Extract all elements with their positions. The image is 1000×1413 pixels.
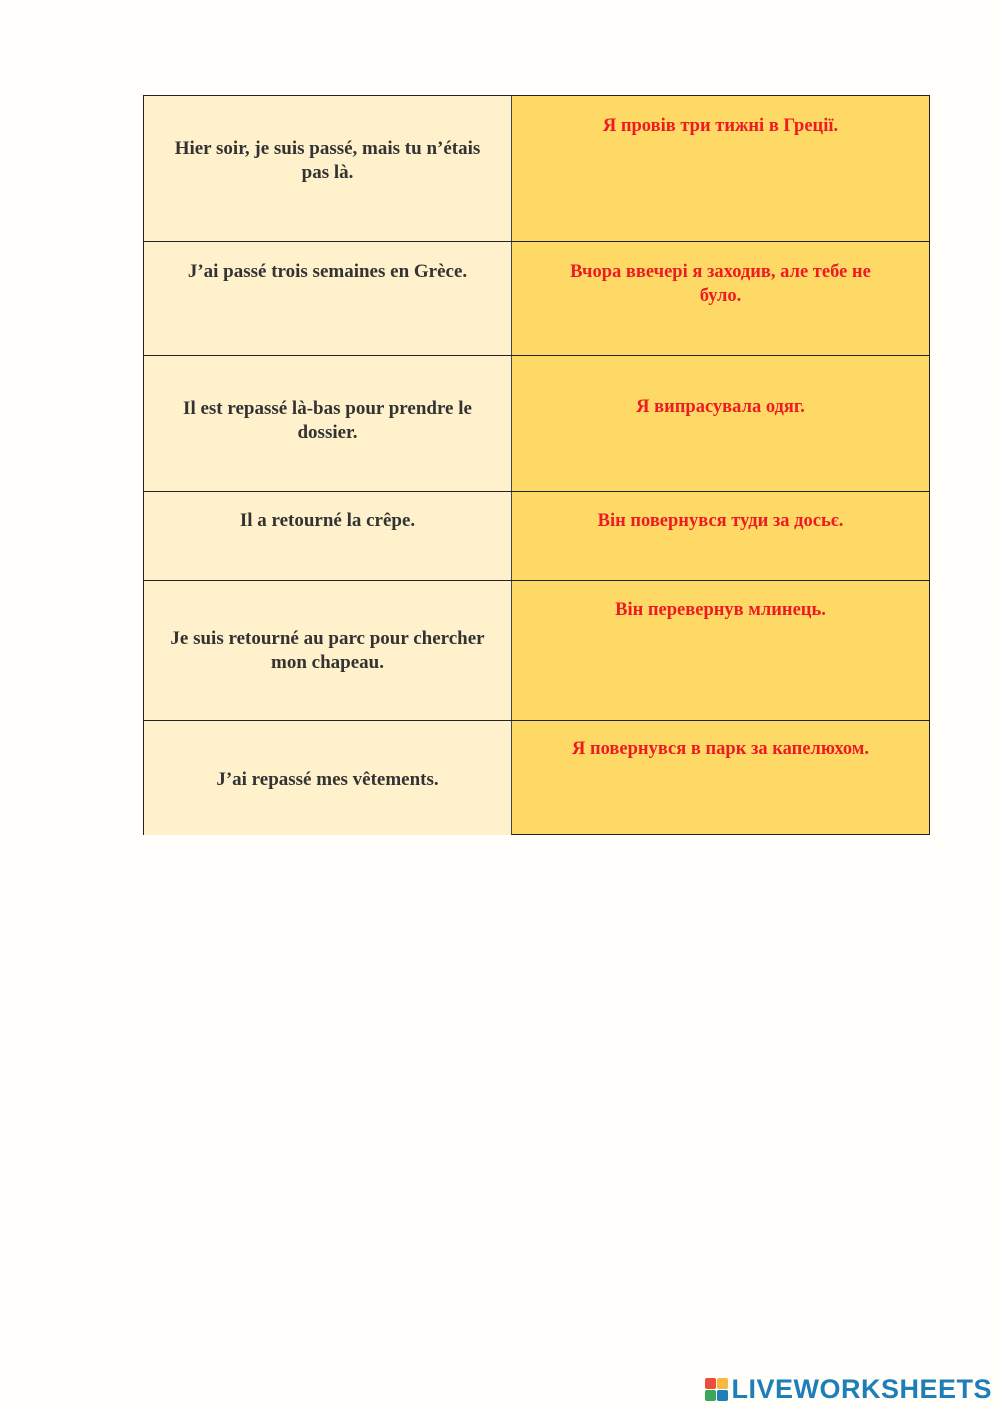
- table-row: [143, 721, 930, 835]
- ukrainian-translation[interactable]: Я повернувся в парк за капелюхом.: [571, 739, 870, 759]
- ukrainian-translation-cell[interactable]: [512, 242, 930, 355]
- table-row: [143, 242, 930, 356]
- ukrainian-translation-cell[interactable]: [512, 492, 930, 580]
- liveworksheets-branding: [705, 1374, 992, 1405]
- french-sentence-cell: [143, 721, 512, 835]
- table-row: [143, 492, 930, 581]
- ukrainian-translation-cell[interactable]: [512, 356, 930, 491]
- ukrainian-translation[interactable]: Він перевернув млинець.: [615, 600, 826, 620]
- french-sentence-cell: [143, 581, 512, 720]
- french-sentence-cell: [143, 96, 512, 241]
- french-sentence: Il a retourné la crêpe.: [239, 510, 416, 531]
- french-sentence-cell: [143, 492, 512, 580]
- ukrainian-translation-cell[interactable]: [512, 96, 930, 241]
- ukrainian-translation[interactable]: Я провів три тижні в Греції.: [602, 116, 839, 136]
- table-row: [143, 581, 930, 721]
- french-sentence: Je suis retourné au parc pour chercher mon chapeau.: [170, 627, 485, 673]
- french-sentence: Hier soir, je suis passé, mais tu n’étais pas là.: [174, 137, 481, 183]
- french-sentence-cell: [143, 356, 512, 491]
- french-sentence: J’ai repassé mes vêtements.: [216, 769, 439, 790]
- french-sentence-cell: [143, 242, 512, 355]
- brand-name: LIVEWORKSHEETS: [731, 1374, 992, 1404]
- logo-square: [705, 1390, 716, 1401]
- liveworksheets-logo-icon: [705, 1378, 728, 1401]
- table-row: [143, 356, 930, 492]
- ukrainian-translation[interactable]: Вчора ввечері я заходив, але тебе не було.: [570, 262, 871, 306]
- logo-square: [717, 1378, 728, 1389]
- logo-square: [705, 1378, 716, 1389]
- ukrainian-translation-cell[interactable]: [512, 721, 930, 835]
- ukrainian-translation[interactable]: Я випрасувала одяг.: [636, 397, 805, 417]
- french-sentence: Il est repassé là-bas pour prendre le dossier.: [183, 397, 472, 443]
- ukrainian-translation-cell[interactable]: [512, 581, 930, 720]
- table-row: [143, 96, 930, 242]
- ukrainian-translation[interactable]: Він повернувся туди за досьє.: [597, 511, 844, 531]
- matching-table: [143, 95, 930, 835]
- logo-square: [717, 1390, 728, 1401]
- french-sentence: J’ai passé trois semaines en Grèce.: [187, 261, 468, 282]
